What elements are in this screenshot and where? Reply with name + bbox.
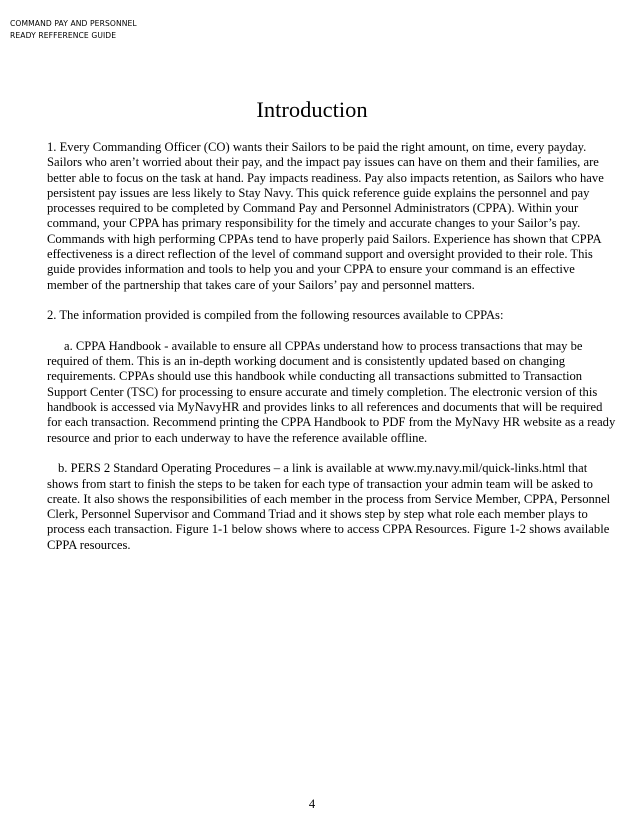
page-title: Introduction <box>256 97 368 122</box>
header-line-2: READY REFFERENCE GUIDE <box>10 31 117 40</box>
paragraph-2: 2. The information provided is compiled from the following resources available to CPPAs: <box>47 308 504 323</box>
paragraph-2a: a. CPPA Handbook - available to ensure all CPPAs understand how to process transactions that may be required of them. This is an in-depth working document and is consistently updated based on changing requirements. CPPAs should use this handbook while conducting all transactions submitted to Transaction Support Center (TSC) for processing to ensure accurate and timely completion. The electronic version of this handbook is accessed via MyNavyHR and provides links to all references and documents that will be required for each transaction. Recommend printing the CPPA Handbook to PDF from the MyNavy HR website as a ready resource and prior to each underway to have the reference available offline. <box>47 338 616 445</box>
running-header <box>10 18 137 42</box>
document-body <box>47 140 617 568</box>
page-number: 4 <box>308 797 316 811</box>
paragraph-1: 1. Every Commanding Officer (CO) wants their Sailors to be paid the right amount, on time, every payday. Sailors who aren’t worried about their pay, and the impact pay issues can have on them and their families, are better able to focus on the task at hand. Pay impacts readiness. Pay also impacts retention, as Sailors who have persistent pay issues are less likely to Stay Navy. This quick reference guide explains the personnel and pay processes required to be completed by Command Pay and Personnel Administrators (CPPA). Within your command, your CPPA has primary responsibility for the timely and accurate changes to your Sailor’s pay. Commands with high performing CPPAs tend to have properly paid Sailors. Experience has shown that CPPA effectiveness is a direct reflection of the level of command support and oversight provided to their role. This guide provides information and tools to help you and your CPPA to ensure your command is an effective member of the partnership that takes care of your Sailors’ pay and personnel matters. <box>47 140 604 292</box>
paragraph-2b: b. PERS 2 Standard Operating Procedures – a link is available at www.my.navy.mil/quick-links.html that shows from start to finish the steps to be taken for each type of transaction your admin team will be asked to create. It also shows the responsibilities of each member in the process from Service Member, CPPA, Personnel Clerk, Personnel Supervisor and Command Triad and it shows step by step what role each member plays to process each transaction. Figure 1-1 below shows where to access CPPA Resources. Figure 1-2 shows available CPPA resources. <box>47 461 611 552</box>
header-line-1: COMMAND PAY AND PERSONNEL <box>10 19 137 28</box>
